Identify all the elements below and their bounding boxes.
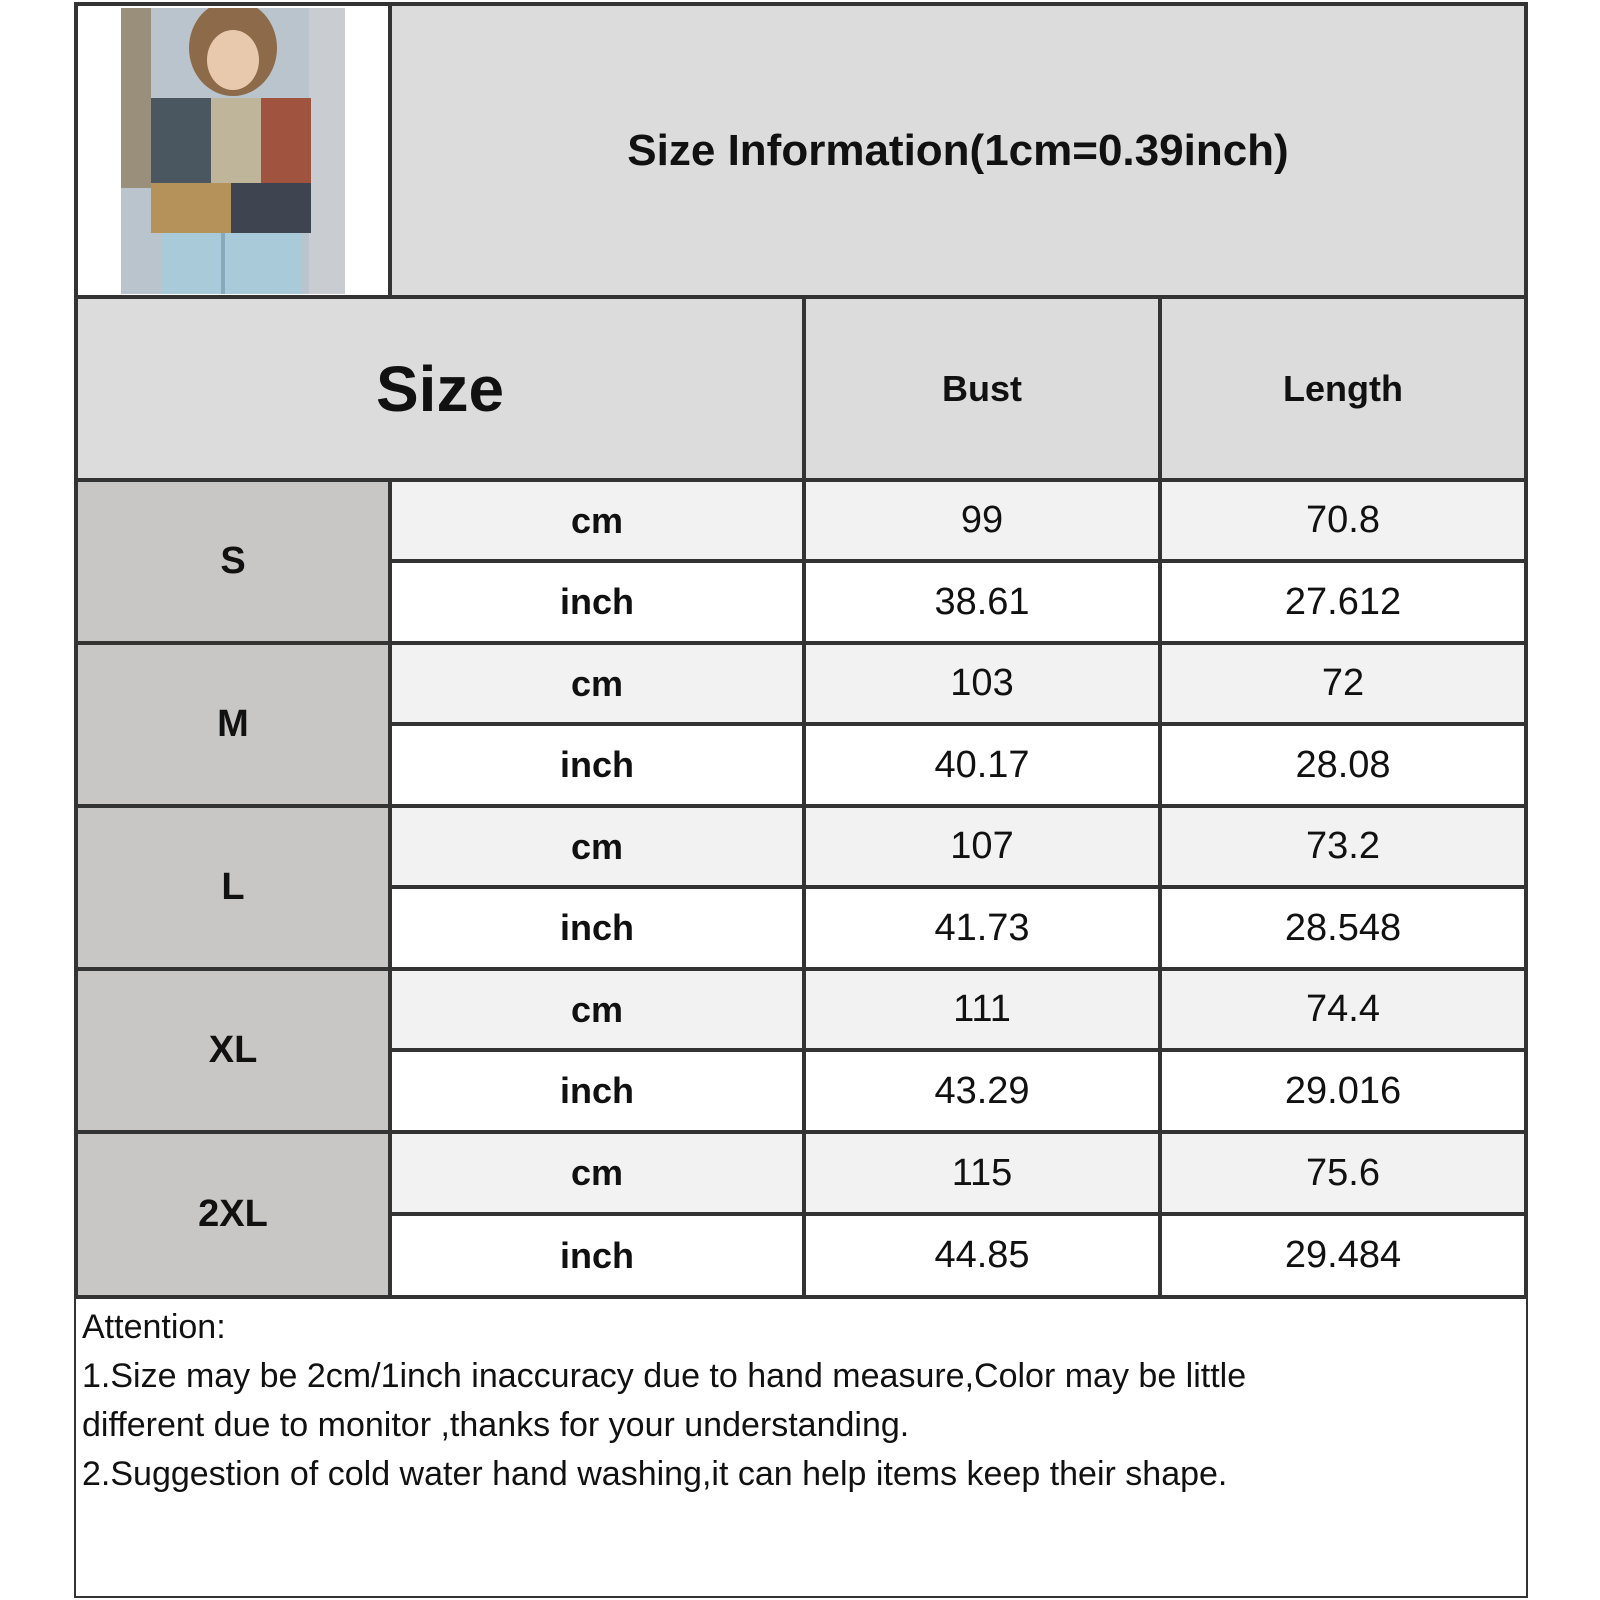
bust-value-cell [804, 1050, 1160, 1132]
size-cell-2xl [76, 1132, 390, 1297]
bust-value-cell [804, 643, 1160, 724]
length-value: 72 [1321, 662, 1365, 704]
unit-cell [390, 887, 804, 969]
bust-value: 115 [951, 1151, 1013, 1194]
length-value: 28.548 [1284, 906, 1402, 949]
length-value-cell [1160, 887, 1526, 969]
length-value-cell [1160, 1214, 1526, 1297]
length-value-cell [1160, 1050, 1526, 1132]
length-value-cell [1160, 806, 1526, 887]
bust-value-cell [804, 887, 1160, 969]
size-cell-l [76, 806, 390, 969]
size-column-header [76, 297, 804, 480]
notes-line: 2.Suggestion of cold water hand washing,it can help items keep their shape. [82, 1455, 1228, 1493]
length-value: 75.6 [1306, 1151, 1380, 1194]
size-label: S [220, 540, 246, 582]
product-photo [121, 8, 345, 294]
length-value-cell [1160, 561, 1526, 643]
product-photo-cell [76, 4, 390, 297]
bust-value-cell [804, 480, 1160, 561]
page-title: Size Information(1cm=0.39inch) [627, 125, 1289, 175]
unit-label: inch [559, 907, 634, 948]
unit-label: cm [570, 1152, 624, 1193]
unit-cell [390, 561, 804, 643]
unit-cell [390, 1214, 804, 1297]
unit-cell [390, 1050, 804, 1132]
bust-value: 43.29 [934, 1069, 1030, 1112]
bust-value: 99 [960, 499, 1004, 541]
notes-line: different due to monitor ,thanks for your understanding. [82, 1406, 910, 1444]
bust-value: 44.85 [934, 1234, 1030, 1276]
length-value-cell [1160, 643, 1526, 724]
notes-heading: Attention: [82, 1308, 226, 1346]
bust-value-cell [804, 561, 1160, 643]
length-header-label: Length [1283, 367, 1403, 409]
length-value: 70.8 [1306, 499, 1380, 541]
unit-cell [390, 1132, 804, 1214]
unit-cell [390, 724, 804, 806]
notes-line: 1.Size may be 2cm/1inch inaccuracy due to hand measure,Color may be little [82, 1357, 1247, 1395]
unit-label: inch [559, 581, 634, 622]
length-value-cell [1160, 969, 1526, 1050]
length-value: 29.016 [1284, 1069, 1402, 1112]
bust-value: 38.61 [934, 580, 1030, 623]
size-label: L [221, 866, 245, 908]
bust-value: 111 [953, 988, 1011, 1030]
unit-label: inch [559, 744, 634, 785]
size-header-label: Size [375, 352, 505, 425]
length-column-header [1160, 297, 1526, 480]
unit-cell [390, 643, 804, 724]
length-value-cell [1160, 724, 1526, 806]
length-value: 28.08 [1295, 743, 1391, 786]
size-label: 2XL [198, 1193, 268, 1235]
size-cell-m [76, 643, 390, 806]
bust-value: 41.73 [934, 906, 1030, 949]
bust-value-cell [804, 1132, 1160, 1214]
bust-value: 40.17 [934, 743, 1030, 786]
bust-value-cell [804, 1214, 1160, 1297]
unit-cell [390, 969, 804, 1050]
unit-cell [390, 480, 804, 561]
unit-label: cm [570, 825, 624, 867]
bust-value-cell [804, 724, 1160, 806]
length-value: 27.612 [1284, 580, 1402, 623]
unit-label: cm [570, 499, 624, 541]
unit-label: cm [570, 988, 624, 1030]
size-label: M [217, 703, 249, 745]
length-value: 73.2 [1306, 825, 1380, 867]
size-cell-s [76, 480, 390, 643]
title-cell [390, 4, 1526, 297]
unit-label: inch [559, 1234, 634, 1276]
size-cell-xl [76, 969, 390, 1132]
length-value-cell [1160, 1132, 1526, 1214]
size-chart [74, 2, 1528, 1598]
bust-column-header [804, 297, 1160, 480]
bust-value: 107 [950, 825, 1014, 867]
bust-header-label: Bust [942, 367, 1022, 409]
attention-notes [76, 1297, 1526, 1596]
unit-cell [390, 806, 804, 887]
unit-label: inch [559, 1070, 634, 1111]
size-label: XL [208, 1029, 258, 1071]
bust-value-cell [804, 806, 1160, 887]
bust-value: 103 [950, 662, 1014, 704]
length-value: 29.484 [1284, 1234, 1402, 1276]
unit-label: cm [570, 662, 624, 704]
bust-value-cell [804, 969, 1160, 1050]
length-value: 74.4 [1306, 988, 1380, 1030]
length-value-cell [1160, 480, 1526, 561]
